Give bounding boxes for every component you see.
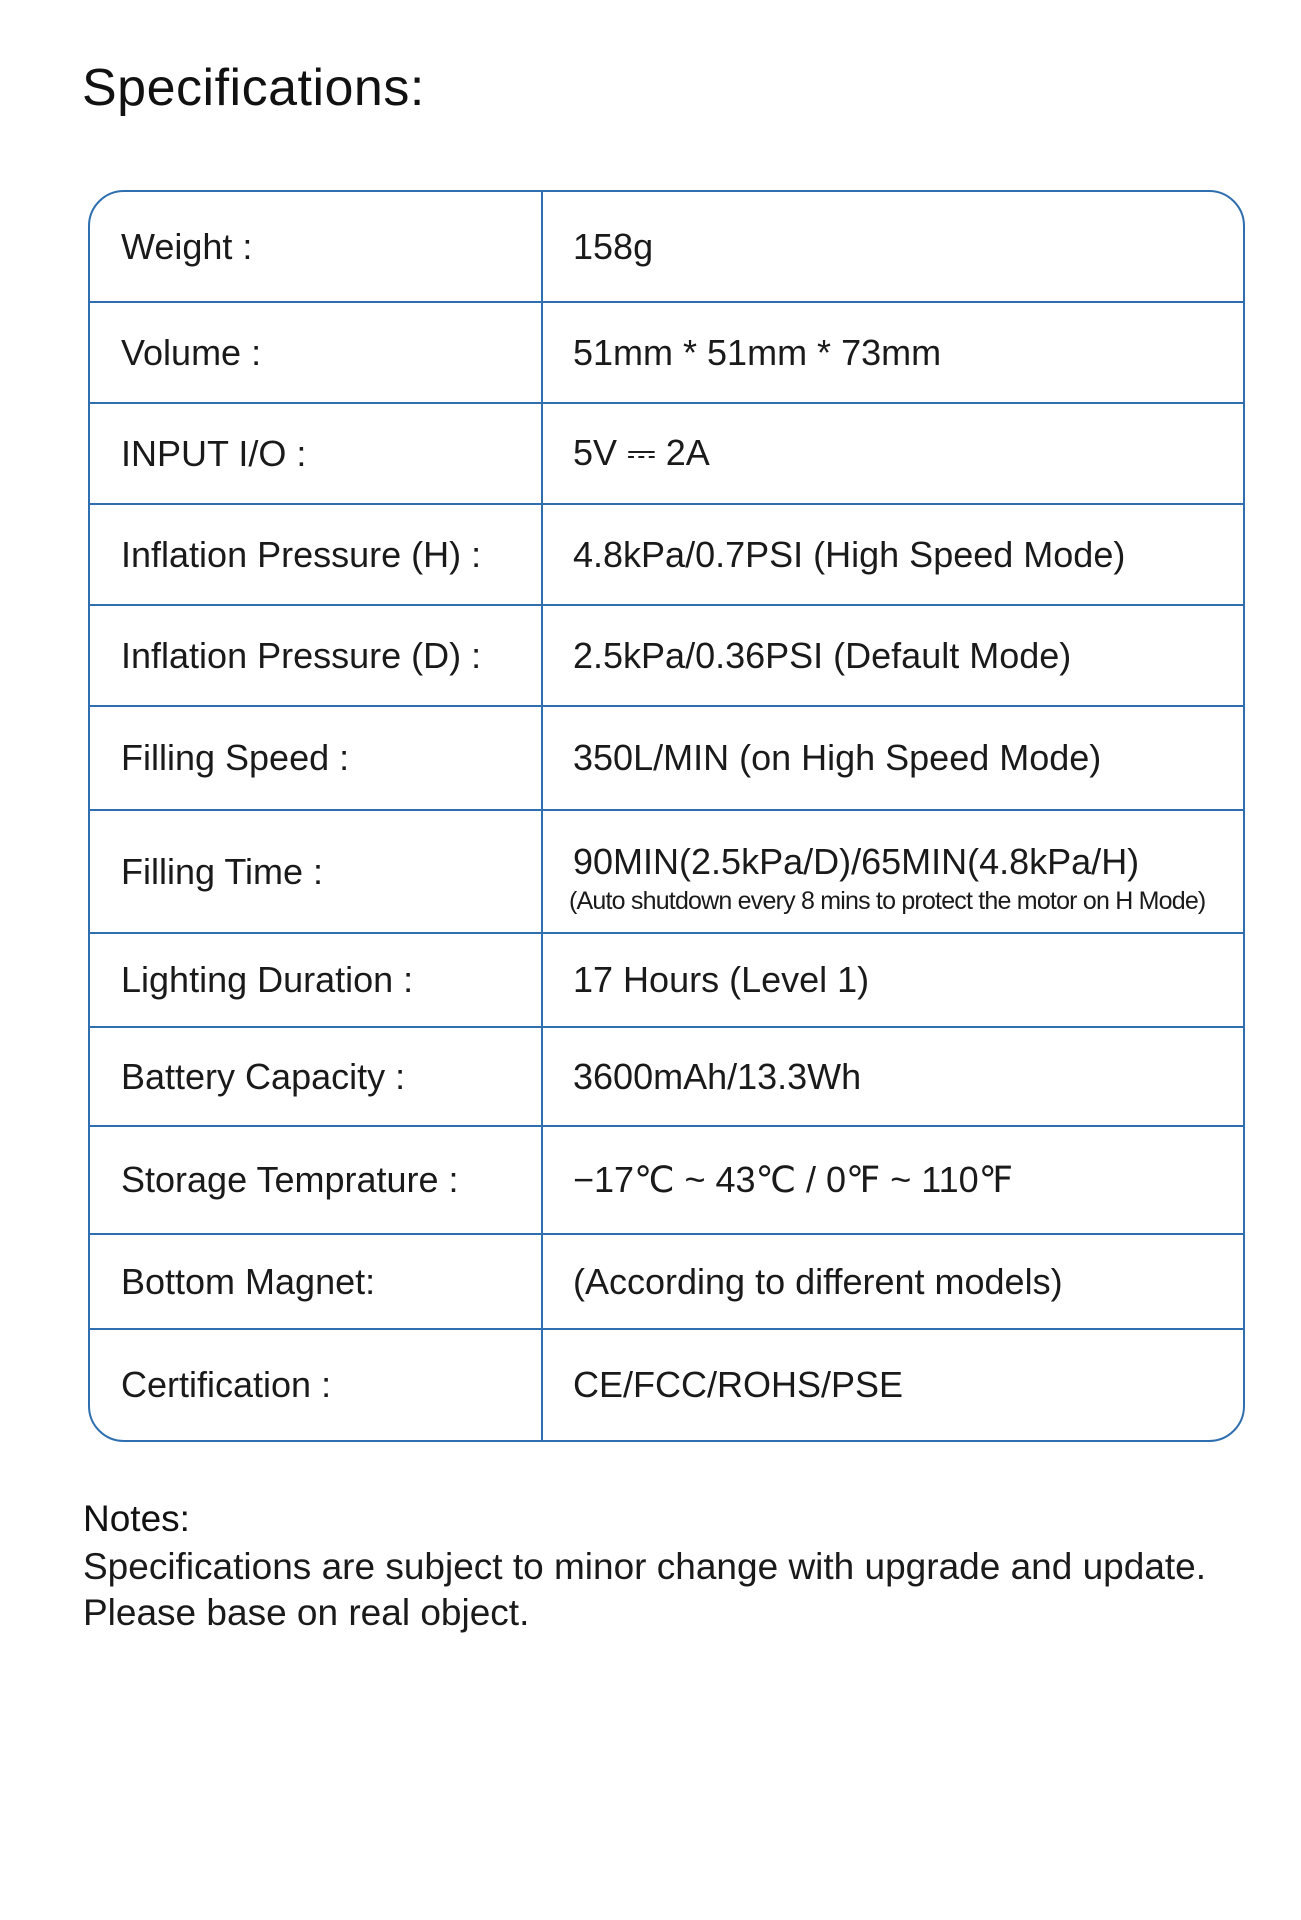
spec-label: Inflation Pressure (D) : xyxy=(90,606,543,705)
spec-label: Bottom Magnet: xyxy=(90,1235,543,1328)
spec-value-container xyxy=(543,934,1243,1026)
spec-row-weight xyxy=(90,192,1243,301)
spec-row-inflation-pressure-h xyxy=(90,503,1243,604)
notes-text: Specifications are subject to minor change with upgrade and update. Please base on real object. xyxy=(83,1546,1207,1633)
spec-label: Lighting Duration : xyxy=(90,934,543,1026)
spec-row-filling-time xyxy=(90,809,1243,932)
spec-value: 4.8kPa/0.7PSI (High Speed Mode) xyxy=(573,533,1126,575)
spec-label: Filling Speed : xyxy=(90,707,543,809)
spec-value-container xyxy=(543,303,1243,402)
spec-row-inflation-pressure-d xyxy=(90,604,1243,705)
spec-label: Storage Temprature : xyxy=(90,1127,543,1233)
spec-value: CE/FCC/ROHS/PSE xyxy=(573,1364,904,1405)
notes-heading: Notes: xyxy=(83,1498,190,1539)
page-title: Specifications: xyxy=(82,59,425,117)
spec-value-container xyxy=(543,1127,1243,1233)
spec-value-container xyxy=(543,811,1243,932)
spec-label: Volume : xyxy=(90,303,543,402)
spec-label: INPUT I/O : xyxy=(90,404,543,503)
spec-value: (According to different models) xyxy=(573,1260,1063,1302)
spec-value: 158g xyxy=(573,225,654,267)
spec-label: Filling Time : xyxy=(90,811,543,932)
spec-value: 17 Hours (Level 1) xyxy=(573,959,870,1000)
spec-label: Battery Capacity : xyxy=(90,1028,543,1125)
spec-table xyxy=(88,190,1245,1442)
spec-row-certification xyxy=(90,1328,1243,1440)
spec-value-container xyxy=(543,1330,1243,1440)
spec-row-storage-temperature xyxy=(90,1125,1243,1233)
spec-label: Certification : xyxy=(90,1330,543,1440)
spec-value: 51mm * 51mm * 73mm xyxy=(573,331,942,373)
spec-value: 5V ⎓ 2A xyxy=(573,432,710,473)
spec-row-bottom-magnet xyxy=(90,1233,1243,1328)
spec-value: 90MIN(2.5kPa/D)/65MIN(4.8kPa/H) xyxy=(573,841,1140,882)
spec-row-battery-capacity xyxy=(90,1026,1243,1125)
spec-value-container xyxy=(543,606,1243,705)
spec-value-container xyxy=(543,404,1243,503)
spec-value-container xyxy=(543,505,1243,604)
spec-value-container xyxy=(543,192,1243,301)
spec-row-volume xyxy=(90,301,1243,402)
spec-value: 350L/MIN (on High Speed Mode) xyxy=(573,737,1102,778)
spec-value-container xyxy=(543,707,1243,809)
spec-row-input xyxy=(90,402,1243,503)
spec-value-container xyxy=(543,1235,1243,1328)
spec-label: Weight : xyxy=(90,192,543,301)
spec-value: −17℃ ~ 43℃ / 0℉ ~ 110℉ xyxy=(573,1159,1013,1200)
spec-value: 2.5kPa/0.36PSI (Default Mode) xyxy=(573,634,1072,676)
spec-row-lighting-duration xyxy=(90,932,1243,1026)
spec-value: 3600mAh/13.3Wh xyxy=(573,1055,862,1097)
spec-label: Inflation Pressure (H) : xyxy=(90,505,543,604)
notes-section xyxy=(83,1498,1223,1636)
spec-row-filling-speed xyxy=(90,705,1243,809)
spec-subnote: (Auto shutdown every 8 mins to protect the motor on H Mode) xyxy=(569,887,1206,915)
spec-value-container xyxy=(543,1028,1243,1125)
